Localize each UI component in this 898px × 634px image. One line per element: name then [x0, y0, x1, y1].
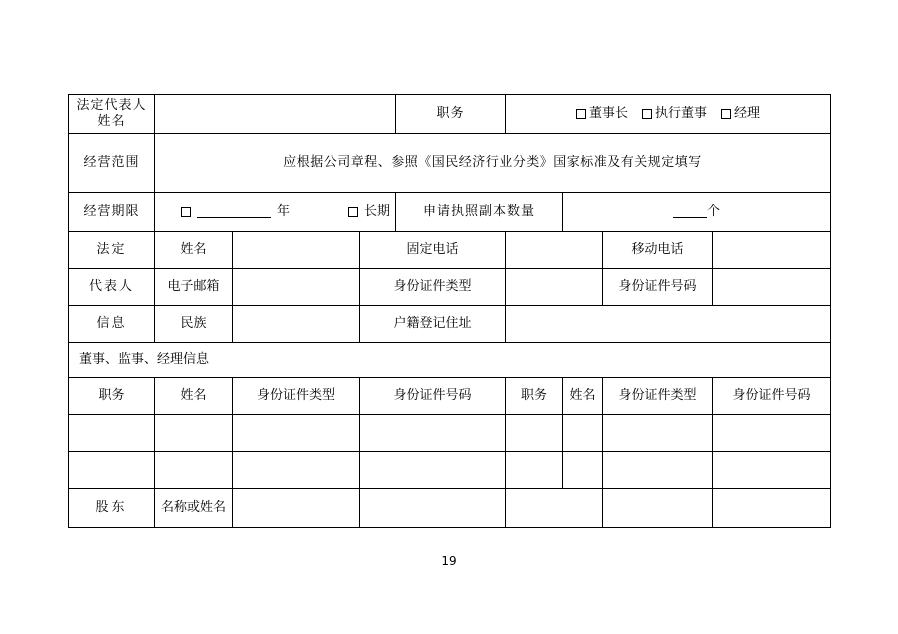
- checkbox-manager[interactable]: [721, 106, 760, 122]
- row-directors-title: [69, 343, 831, 378]
- field-household-address-label: 户籍登记住址: [393, 316, 472, 332]
- legal-rep-info-label-line2: 代表人: [88, 279, 134, 295]
- shareholder-cell[interactable]: [233, 489, 360, 528]
- directors-cell[interactable]: [69, 415, 155, 452]
- field-id-type-value[interactable]: [506, 269, 602, 305]
- directors-cell[interactable]: [233, 415, 360, 452]
- directors-cell-value[interactable]: [69, 415, 154, 451]
- shareholder-name-label-cell: [155, 489, 233, 528]
- directors-cell[interactable]: [155, 415, 233, 452]
- legal-rep-info-label-line3: 信息: [96, 316, 127, 332]
- registration-form: [68, 94, 830, 528]
- directors-header-label: 身份证件号码: [393, 388, 472, 404]
- directors-header-label: 身份证件号码: [732, 388, 811, 404]
- shareholder-name-label: 名称或姓名: [161, 500, 227, 516]
- business-scope-label: 经营范围: [83, 155, 140, 171]
- page-number: 19: [441, 554, 457, 568]
- term-years-option[interactable]: [181, 204, 290, 220]
- position-checkbox-group: [576, 106, 760, 122]
- shareholder-cell[interactable]: [603, 489, 713, 528]
- field-id-number-value[interactable]: [713, 269, 830, 305]
- business-scope-label-cell: [69, 134, 155, 193]
- license-copies-label: 申请执照副本数量: [422, 204, 535, 220]
- row-legal-rep-info-3: [69, 306, 831, 343]
- field-ethnicity-value-cell[interactable]: [233, 306, 360, 343]
- checkbox-executive-director-label: 执行董事: [655, 106, 708, 122]
- legal-rep-name-label: 法定代表人姓名: [76, 98, 147, 129]
- license-copies-input[interactable]: [673, 206, 707, 218]
- row-business-scope: [69, 134, 831, 193]
- position-options-cell[interactable]: [506, 95, 831, 134]
- directors-cell[interactable]: [233, 452, 360, 489]
- term-longterm-option[interactable]: [348, 204, 390, 220]
- checkbox-chairman[interactable]: [576, 106, 628, 122]
- field-household-address-value-cell[interactable]: [506, 306, 831, 343]
- directors-cell[interactable]: [360, 415, 506, 452]
- directors-header-label: 职务: [520, 388, 547, 404]
- license-copies-unit: 个: [707, 204, 721, 220]
- business-term-options-cell[interactable]: [155, 193, 396, 232]
- field-household-address-value[interactable]: [506, 306, 830, 342]
- directors-header-position-1: [69, 378, 155, 415]
- directors-cell-value[interactable]: [603, 415, 712, 451]
- directors-cell[interactable]: [360, 452, 506, 489]
- row-directors-data-1: [69, 415, 831, 452]
- business-scope-value-cell[interactable]: [155, 134, 831, 193]
- legal-rep-name-value-cell[interactable]: [155, 95, 396, 134]
- directors-cell-value[interactable]: [713, 415, 830, 451]
- directors-header-idtype-1: [233, 378, 360, 415]
- license-copies-value-group: [563, 204, 830, 220]
- directors-header-label: 身份证件类型: [256, 388, 335, 404]
- field-landline-label: 固定电话: [406, 242, 459, 258]
- checkbox-icon[interactable]: [348, 207, 358, 217]
- row-legal-rep: [69, 95, 831, 134]
- checkbox-executive-director[interactable]: [642, 106, 707, 122]
- field-email-label: 电子邮箱: [167, 279, 220, 295]
- shareholder-label-cell: [69, 489, 155, 528]
- field-name-label: 姓名: [180, 242, 207, 258]
- shareholder-cell-value[interactable]: [360, 489, 505, 527]
- term-years-input[interactable]: [197, 206, 271, 218]
- directors-cell-value[interactable]: [233, 415, 359, 451]
- directors-cell[interactable]: [155, 452, 233, 489]
- directors-header-idtype-2: [603, 378, 713, 415]
- row-directors-data-2: [69, 452, 831, 489]
- field-email-value[interactable]: [233, 269, 359, 305]
- field-id-type-label-cell: [360, 269, 506, 306]
- directors-cell[interactable]: [603, 415, 713, 452]
- directors-header-label: 姓名: [569, 388, 596, 404]
- directors-cell-value[interactable]: [69, 452, 154, 488]
- shareholder-cell[interactable]: [713, 489, 831, 528]
- legal-rep-info-side-label-2: [69, 269, 155, 306]
- row-legal-rep-info-1: [69, 232, 831, 269]
- field-landline-label-cell: [360, 232, 506, 269]
- directors-title-cell: [69, 343, 831, 378]
- checkbox-chairman-label: 董事长: [588, 106, 628, 122]
- field-email-value-cell[interactable]: [233, 269, 360, 306]
- directors-header-position-2: [506, 378, 563, 415]
- field-name-value[interactable]: [233, 232, 359, 268]
- directors-cell-value[interactable]: [360, 452, 505, 488]
- directors-cell-value[interactable]: [360, 415, 505, 451]
- field-id-type-label: 身份证件类型: [393, 279, 472, 295]
- checkbox-icon[interactable]: [642, 109, 652, 119]
- shareholder-cell-value[interactable]: [506, 489, 602, 527]
- checkbox-manager-label: 经理: [734, 106, 761, 122]
- directors-cell-value[interactable]: [233, 452, 359, 488]
- field-id-number-label: 身份证件号码: [618, 279, 697, 295]
- field-ethnicity-label-cell: [155, 306, 233, 343]
- term-years-label: 年: [277, 204, 291, 220]
- shareholder-cell[interactable]: [506, 489, 603, 528]
- directors-cell-value[interactable]: [155, 452, 232, 488]
- field-mobile-label-cell: [603, 232, 713, 269]
- shareholder-cell[interactable]: [360, 489, 506, 528]
- directors-header-name-2: [563, 378, 603, 415]
- license-copies-value-cell[interactable]: [563, 193, 831, 232]
- field-id-number-value-cell[interactable]: [713, 269, 831, 306]
- row-business-term: [69, 193, 831, 232]
- checkbox-icon[interactable]: [721, 109, 731, 119]
- directors-cell[interactable]: [603, 452, 713, 489]
- directors-header-label: 姓名: [180, 388, 207, 404]
- directors-cell-value[interactable]: [713, 452, 830, 488]
- legal-rep-name-value[interactable]: [155, 95, 395, 133]
- field-landline-value-cell[interactable]: [506, 232, 603, 269]
- field-name-value-cell[interactable]: [233, 232, 360, 269]
- field-mobile-value[interactable]: [713, 232, 830, 268]
- position-label: 职务: [436, 106, 465, 122]
- shareholder-cell-value[interactable]: [233, 489, 359, 527]
- field-name-label-cell: [155, 232, 233, 269]
- directors-header-label: 身份证件类型: [618, 388, 697, 404]
- directors-cell[interactable]: [563, 452, 603, 489]
- directors-cell[interactable]: [563, 415, 603, 452]
- directors-cell-value[interactable]: [155, 415, 232, 451]
- directors-cell-value[interactable]: [506, 452, 562, 488]
- directors-header-idnumber-1: [360, 378, 506, 415]
- directors-header-name-1: [155, 378, 233, 415]
- field-email-label-cell: [155, 269, 233, 306]
- license-copies-label-cell: [396, 193, 563, 232]
- directors-section-title: 董事、监事、经理信息: [79, 352, 210, 368]
- field-mobile-value-cell[interactable]: [713, 232, 831, 269]
- term-longterm-label: 长期: [364, 204, 391, 220]
- shareholder-cell-value[interactable]: [713, 489, 830, 527]
- legal-rep-info-side-label-1: [69, 232, 155, 269]
- row-shareholder: [69, 489, 831, 528]
- form-table: [68, 94, 831, 528]
- field-ethnicity-label: 民族: [180, 316, 207, 332]
- position-label-cell: [396, 95, 506, 134]
- field-landline-value[interactable]: [506, 232, 602, 268]
- field-id-number-label-cell: [603, 269, 713, 306]
- directors-cell[interactable]: [713, 452, 831, 489]
- row-directors-headers: [69, 378, 831, 415]
- business-term-options: [155, 204, 395, 220]
- legal-rep-name-label-cell: [69, 95, 155, 134]
- directors-cell-value[interactable]: [563, 452, 602, 488]
- directors-cell-value[interactable]: [563, 415, 602, 451]
- business-scope-text: 应根据公司章程、参照《国民经济行业分类》国家标准及有关规定填写: [283, 155, 702, 171]
- directors-cell[interactable]: [69, 452, 155, 489]
- checkbox-icon[interactable]: [181, 207, 191, 217]
- shareholder-label: 股东: [95, 500, 128, 516]
- directors-header-label: 职务: [98, 388, 125, 404]
- checkbox-icon[interactable]: [576, 109, 586, 119]
- field-mobile-label: 移动电话: [631, 242, 684, 258]
- directors-cell[interactable]: [506, 452, 563, 489]
- legal-rep-info-label-line1: 法定: [96, 242, 127, 258]
- field-ethnicity-value[interactable]: [233, 306, 359, 342]
- business-term-label-cell: [69, 193, 155, 232]
- field-household-address-label-cell: [360, 306, 506, 343]
- shareholder-cell-value[interactable]: [603, 489, 712, 527]
- directors-header-idnumber-2: [713, 378, 831, 415]
- directors-cell-value[interactable]: [603, 452, 712, 488]
- directors-cell[interactable]: [713, 415, 831, 452]
- directors-cell[interactable]: [506, 415, 563, 452]
- field-id-type-value-cell[interactable]: [506, 269, 603, 306]
- row-legal-rep-info-2: [69, 269, 831, 306]
- business-term-label: 经营期限: [83, 204, 140, 220]
- directors-cell-value[interactable]: [506, 415, 562, 451]
- legal-rep-info-side-label-3: [69, 306, 155, 343]
